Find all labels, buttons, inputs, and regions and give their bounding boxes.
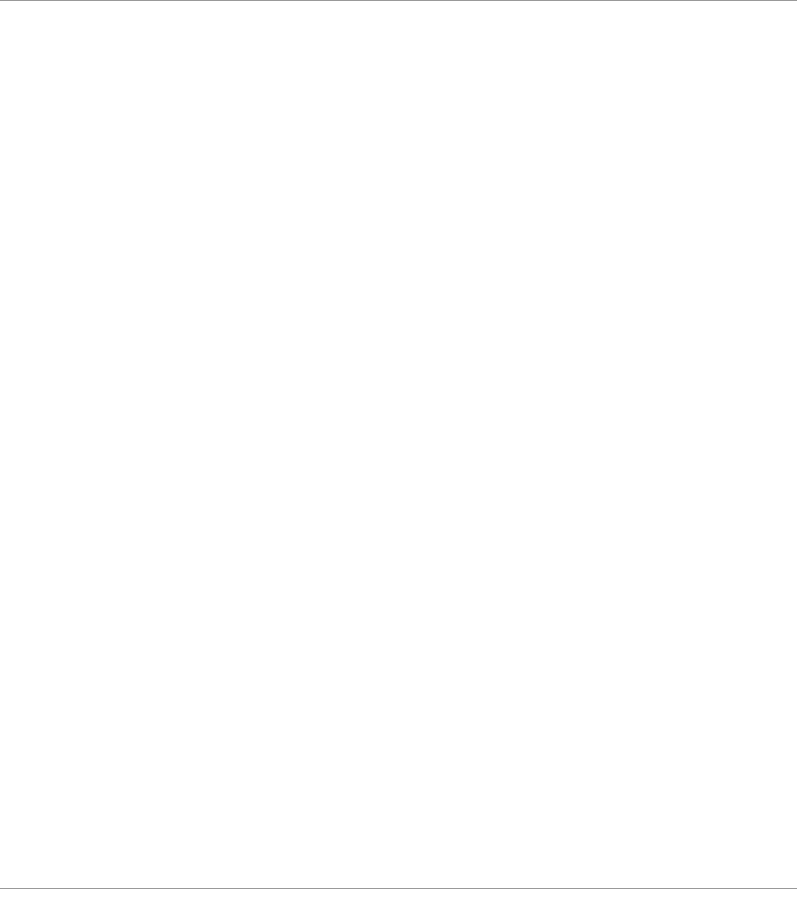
table-bottom-rule <box>0 888 797 889</box>
geochemistry-table <box>0 0 797 1</box>
